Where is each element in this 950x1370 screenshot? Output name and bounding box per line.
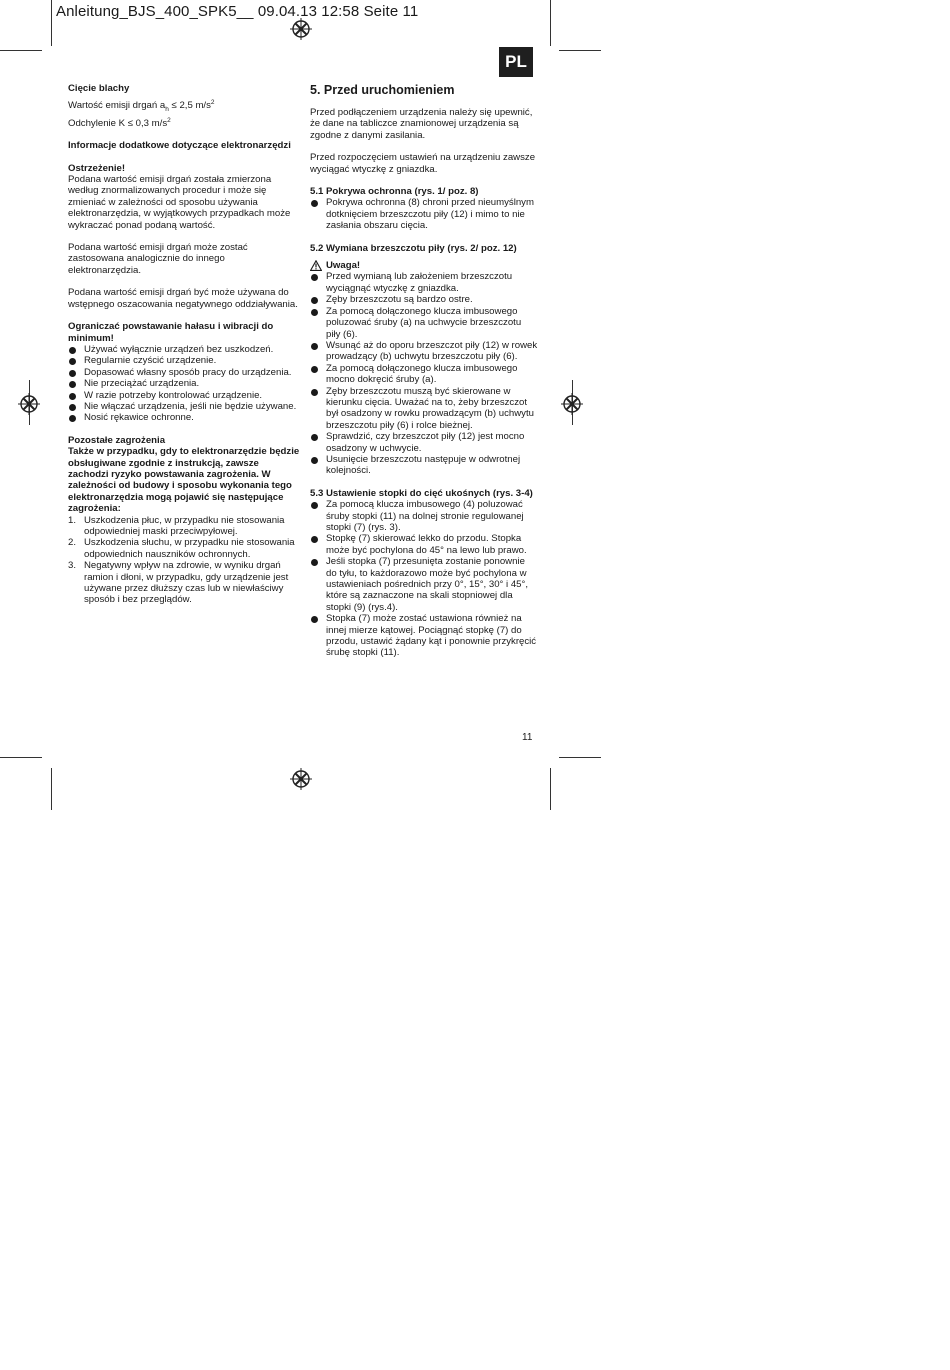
list-item: Używać wyłącznie urządzeń bez uszkodzeń.: [68, 344, 300, 355]
crop-mark-top-left-h: [0, 50, 42, 51]
deviation-exponent: 2: [167, 116, 171, 124]
list-item: [68, 560, 300, 606]
paragraph-unplug: Przed rozpoczęciem ustawień na urządzeniu zawsze wyciągać wtyczkę z gniazdka.: [310, 152, 536, 175]
registration-mark-top-icon: [290, 18, 312, 40]
print-slug: Anleitung_BJS_400_SPK5__ 09.04.13 12:58 Seite 11: [56, 3, 419, 20]
crop-mark-bottom-right-h: [559, 757, 601, 758]
list-item: Za pomocą dołączonego klucza imbusowego poluzować śruby (a) na uchwycie brzeszczotu piły (6).: [310, 306, 538, 340]
registration-mark-left-icon: [18, 393, 40, 415]
list-item: Sprawdzić, czy brzeszczot piły (12) jest mocno osadzony w uchwycie.: [310, 431, 538, 454]
crop-mark-bottom-left: [51, 768, 52, 810]
emission-value-line: [68, 99, 300, 114]
warning-label: [310, 260, 538, 271]
left-column: [68, 83, 300, 606]
residual-risks-intro: Także w przypadku, gdy to elektronarzędzie będzie obsługiwane zgodnie z instrukcją, zawsze zachodzi ryzyko powstawania zagrożenia. W zależności od budowy i sposobu wykonania tego elektronarzędzia mogą pojawić się następujące zagrożenia:: [68, 446, 300, 515]
crop-mark-bottom-right: [550, 768, 551, 810]
warning-triangle-icon: [310, 260, 322, 271]
list-item: Za pomocą dołączonego klucza imbusowego mocno dokręcić śruby (a).: [310, 363, 538, 386]
crop-mark-top-right: [550, 0, 551, 46]
heading-5-3: 5.3 Ustawienie stopki do cięć ukośnych (rys. 3-4): [310, 487, 533, 499]
list-item: W razie potrzeby kontrolować urządzenie.: [68, 390, 300, 401]
list-5-1: [310, 197, 538, 231]
paragraph-supply-check: Przed podłączeniem urządzenia należy się upewnić, że dane na tabliczce znamionowej urządzenia są zgodne z danymi zasilania.: [310, 107, 533, 141]
warning-text: Uwaga!: [326, 260, 361, 272]
list-item-text: Uszkodzenia płuc, w przypadku nie stosowania odpowiedniej maski przeciwpyłowej.: [84, 514, 285, 537]
paragraph-analog-use: Podana wartość emisji drgań może zostać zastosowana analogicznie do innego elektronarzędzia.: [68, 242, 248, 276]
page-number: 11: [522, 732, 533, 743]
warning-paragraph: Podana wartość emisji drgań została zmierzona według znormalizowanych procedur i może się zmieniać w zależności od sposobu używania elektronarzędzia, w wyjątkowych przypadkach może wykraczać ponad podaną wartość.: [68, 174, 291, 231]
heading-cutting: Cięcie blachy: [68, 83, 130, 94]
heading-additional-info: Informacje dodatkowe dotyczące elektronarzędzi: [68, 140, 291, 152]
deviation-line: [68, 118, 300, 129]
list-5-2: [310, 271, 538, 476]
emission-value: ≤ 2,5 m/s: [168, 100, 211, 112]
list-item: Stopka (7) może zostać ustawiona również na innej mierze kątowej. Pociągnąć stopkę (7) do przodu, ustawić żądany kąt i ponownie przykręcić śrubę stopki (11).: [310, 613, 538, 659]
limit-noise-list: [68, 344, 300, 424]
list-item: Przed wymianą lub założeniem brzeszczotu wyciągnąć wtyczkę z gniazdka.: [310, 271, 538, 294]
registration-mark-bottom-icon: [290, 768, 312, 790]
list-item: Zęby brzeszczotu są bardzo ostre.: [310, 294, 538, 305]
list-item: Jeśli stopka (7) przesunięta zostanie ponownie do tyłu, to każdorazowo może być pochylona w ustawieniach pośrednich przy 0°, 15°, 30° i 45°, które są zaznaczone na skali stopniowej dla stopki (9) (rys.4).: [310, 556, 538, 613]
list-item: Nie przeciążać urządzenia.: [68, 378, 300, 389]
list-item-text: Uszkodzenia słuchu, w przypadku nie stosowania odpowiednich nauszników ochronnych.: [84, 537, 295, 560]
list-item: Nie włączać urządzenia, jeśli nie będzie używane.: [68, 401, 300, 412]
right-column: [310, 83, 538, 659]
list-5-3: [310, 499, 538, 659]
list-item: [68, 515, 300, 538]
heading-5-1: 5.1 Pokrywa ochronna (rys. 1/ poz. 8): [310, 186, 479, 198]
crop-mark-top-left: [51, 0, 52, 46]
heading-section-5: 5. Przed uruchomieniem: [310, 83, 455, 97]
emission-prefix: Wartość emisji drgań a: [68, 100, 166, 112]
list-item: Nosić rękawice ochronne.: [68, 412, 300, 423]
list-item: Zęby brzeszczotu muszą być skierowane w kierunku cięcia. Uważać na to, żeby brzeszczot był osadzony w rowku prowadzącym (b) uchwytu brzeszczotu piły (6) i rolce bieżnej.: [310, 386, 538, 432]
list-item: Regularnie czyścić urządzenie.: [68, 355, 300, 366]
list-item-number: 2.: [68, 537, 77, 549]
crop-mark-bottom-left-h: [0, 757, 42, 758]
registration-mark-right-icon: [561, 393, 583, 415]
language-badge: PL: [499, 47, 533, 77]
list-item: Usunięcie brzeszczotu następuje w odwrotnej kolejności.: [310, 454, 538, 477]
crop-mark-top-right-h: [559, 50, 601, 51]
list-item: Za pomocą klucza imbusowego (4) poluzować śruby stopki (11) na dolnej stronie regulowanej stopki (7) (rys. 3).: [310, 499, 538, 533]
list-item: Pokrywa ochronna (8) chroni przed nieumyślnym dotknięciem brzeszczotu piły (12) i mimo to nie zasłania obszaru cięcia.: [310, 197, 538, 231]
list-item-number: 3.: [68, 560, 77, 572]
warning-heading: Ostrzeżenie!: [68, 162, 126, 174]
residual-risks-list: [68, 515, 300, 606]
list-item-text: Negatywny wpływ na zdrowie, w wyniku drgań ramion i dłoni, w przypadku, gdy urządzenie jest używane przez dłuższy czas lub w niewłaściwy sposób i bez przeglądów.: [84, 560, 289, 606]
emission-subscript: h: [165, 106, 169, 114]
paragraph-preliminary-estimate: Podana wartość emisji drgań być może używana do wstępnego oszacowania negatywnego oddziaływania.: [68, 287, 298, 310]
heading-5-2: 5.2 Wymiana brzeszczotu piły (rys. 2/ poz. 12): [310, 242, 517, 254]
list-item: [68, 537, 300, 560]
emission-exponent: 2: [210, 99, 215, 107]
list-item: Wsunąć aż do oporu brzeszczot piły (12) w rowek prowadzący (b) uchwytu brzeszczotu piły (6).: [310, 340, 538, 363]
heading-residual-risks: Pozostałe zagrożenia: [68, 434, 166, 446]
list-item: Stopkę (7) skierować lekko do przodu. Stopka może być pochylona do 45° na lewo lub prawo.: [310, 533, 538, 556]
deviation-text: Odchylenie K ≤ 0,3 m/s: [68, 117, 168, 129]
heading-limit-noise: Ograniczać powstawanie hałasu i wibracji do minimum!: [68, 321, 274, 344]
list-item: Dopasować własny sposób pracy do urządzenia.: [68, 367, 300, 378]
list-item-number: 1.: [68, 514, 77, 526]
